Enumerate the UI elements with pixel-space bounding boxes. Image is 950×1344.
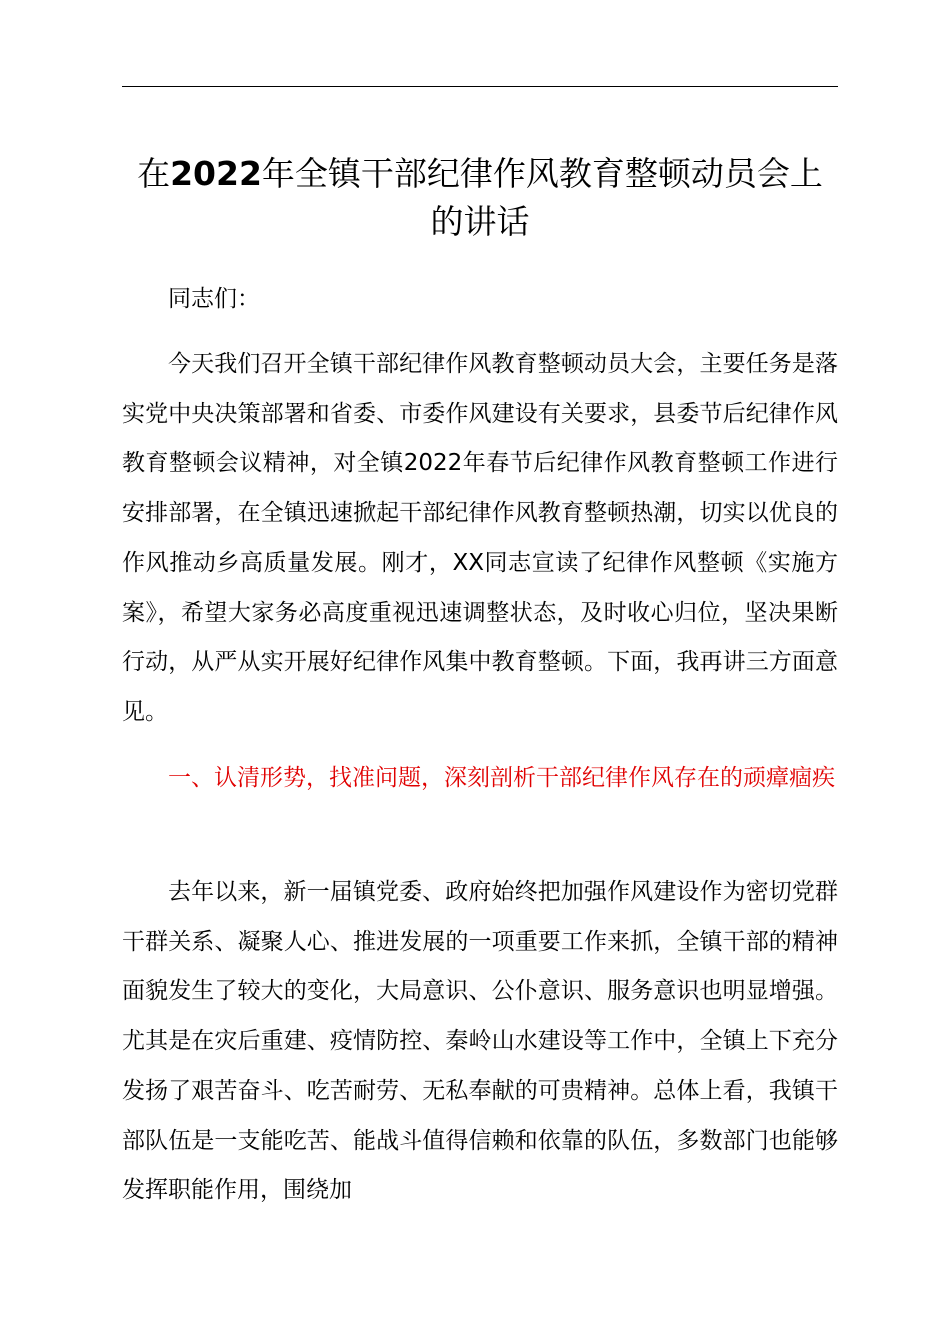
paragraph-intro: 今天我们召开全镇干部纪律作风教育整顿动员大会，主要任务是落实党中央决策部署和省委、市委作风建设有关要求，县委节后纪律作风教育整顿会议精神，对全镇2022年春节后纪律作风教育整顿工作进行安排部署，在全镇迅速掀起干部纪律作风教育整顿热潮，切实以优良的作风推动乡高质量发展。刚才，XX同志宣读了纪律作风整顿《实施方案》，希望大家务必高度重视迅速调整状态，及时收心归位，坚决果断行动，从严从实开展好纪律作风集中教育整顿。下面，我再讲三方面意见。 (122, 351, 838, 725)
paragraph-section-1: 去年以来，新一届镇党委、政府始终把加强作风建设作为密切党群干群关系、凝聚人心、推进发展的一项重要工作来抓，全镇干部的精神面貌发生了较大的变化，大局意识、公仆意识、服务意识也明显增强。尤其是在灾后重建、疫情防控、秦岭山水建设等工作中，全镇上下充分发扬了艰苦奋斗、吃苦耐劳、无私奉献的可贵精神。总体上看，我镇干部队伍是一支能吃苦、能战斗值得信赖和依靠的队伍，多数部门也能够发挥职能作用，围绕加 (122, 879, 838, 1204)
title-rest: 年全镇干部纪律作风教育整顿动员会上的讲话 (261, 154, 823, 241)
header-rule (122, 86, 838, 87)
section-heading-1: 一、认清形势，找准问题，深刻剖析干部纪律作风存在的顽瘴痼疾 (168, 765, 835, 791)
document-title (122, 150, 838, 246)
title-year: 2022 (170, 154, 262, 193)
salutation: 同志们： (168, 286, 260, 312)
title-prefix: 在 (137, 154, 171, 193)
